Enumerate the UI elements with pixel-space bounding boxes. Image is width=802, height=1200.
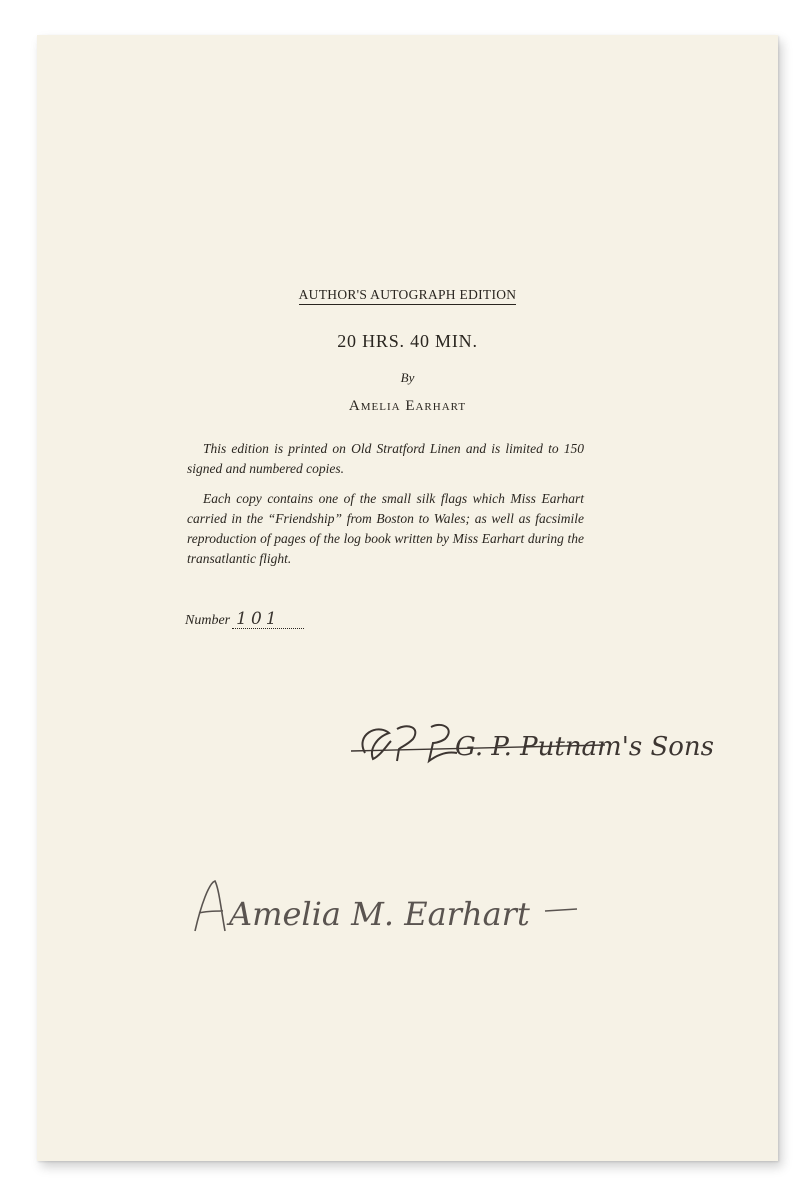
copy-number xyxy=(185,610,304,629)
author-signature xyxy=(185,875,585,945)
limitation-paragraph: This edition is printed on Old Stratford Linen and is limited to 150 signed and numbered copies. xyxy=(187,441,584,476)
edition-label: AUTHOR'S AUTOGRAPH EDITION xyxy=(37,287,778,303)
number-value: 101 xyxy=(232,610,304,629)
publisher-signature xyxy=(347,715,715,775)
book-title: 20 HRS. 40 MIN. xyxy=(337,331,478,351)
by-label: By xyxy=(400,370,415,385)
document-page xyxy=(37,35,778,1161)
publisher-signature-text: G. P. Putnam's Sons xyxy=(455,732,715,762)
author-name: Amelia Earhart xyxy=(348,398,467,414)
contents-paragraph: Each copy contains one of the small silk flags which Miss Earhart carried in the “Friendship” from Boston to Wales; as well as facsimile reproduction of pages of the log book written by Miss Earhart during the transatlantic flight. xyxy=(187,491,584,566)
author-signature-text: Amelia M. Earhart xyxy=(229,895,530,933)
number-label: Number xyxy=(185,613,231,628)
